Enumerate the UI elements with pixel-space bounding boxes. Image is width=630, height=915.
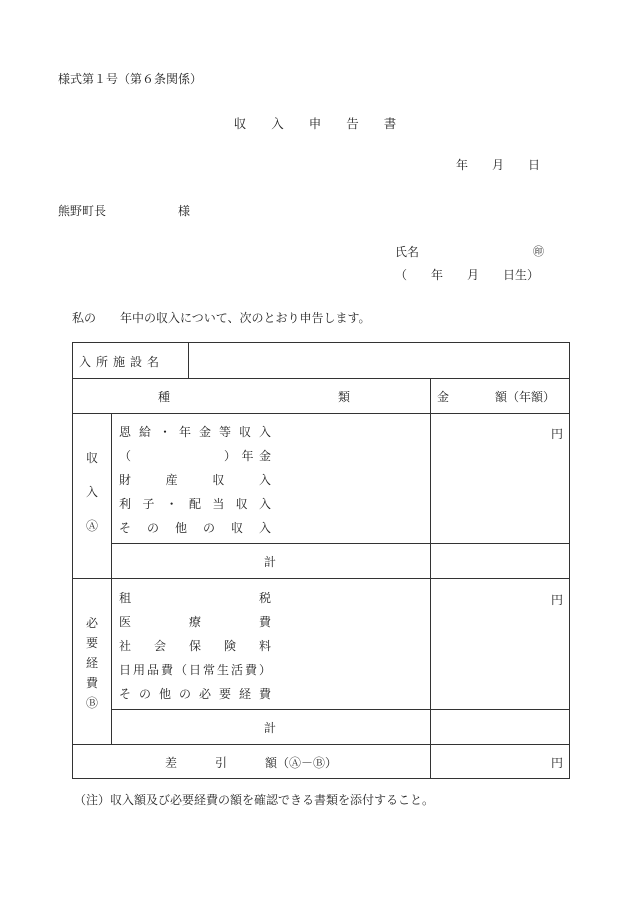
income-section-label — [74, 448, 110, 536]
expense-label-char: 必 — [85, 616, 98, 630]
income-declaration-table — [72, 342, 570, 779]
kind-header-char-1: 種 — [158, 390, 171, 404]
expense-label-mark: Ⓑ — [85, 696, 98, 710]
income-item: その他の収入 — [119, 521, 271, 535]
name-label: 氏名 — [395, 245, 420, 259]
income-item: 利子・配当収入 — [119, 497, 271, 511]
expense-section-label — [74, 613, 110, 713]
difference-label-char-1: 差 — [165, 756, 178, 770]
income-label-char: 収 — [85, 451, 98, 465]
expense-item: 社会保険料 — [119, 639, 271, 653]
expense-item: 日用品費（日常生活費） — [119, 663, 271, 677]
facility-label: 入所施設名 — [79, 355, 165, 369]
income-item: （ ）年金 — [119, 449, 271, 463]
income-total-label: 計 — [264, 555, 277, 569]
income-yen-unit: 円 — [551, 427, 564, 441]
expense-label-char: 経 — [85, 656, 98, 670]
difference-label-char-2: 引 — [215, 756, 228, 770]
expense-label-char: 要 — [85, 636, 98, 650]
birth-date-line: （ 年 月 日生） — [395, 268, 540, 282]
difference-label-formula: 額（Ⓐ－Ⓑ） — [265, 756, 338, 770]
addressee: 熊野町長 様 — [58, 204, 191, 218]
expense-item: 租 税 — [119, 591, 271, 605]
expense-item: 医 療 費 — [119, 615, 271, 629]
facility-input[interactable] — [189, 344, 568, 377]
intro-sentence: 私の 年中の収入について、次のとおり申告します。 — [72, 311, 371, 325]
income-label-mark: Ⓐ — [85, 519, 98, 533]
attachment-note: （注）収入額及び必要経費の額を確認できる書類を添付すること。 — [74, 793, 435, 807]
kind-header-char-2: 類 — [338, 390, 351, 404]
expense-item: その他の必要経費 — [119, 687, 271, 701]
form-number: 様式第１号（第６条関係） — [58, 72, 203, 86]
amount-header-label: 額（年額） — [495, 390, 556, 404]
difference-yen-unit: 円 — [551, 756, 564, 770]
expense-yen-unit: 円 — [551, 593, 564, 607]
income-item: 恩給・年金等収入 — [119, 425, 271, 439]
document-title: 収 入 申 告 書 — [233, 116, 397, 131]
seal-mark: ㊞ — [533, 245, 544, 258]
income-item: 財 産 収 入 — [119, 473, 271, 487]
expense-label-char: 費 — [85, 676, 98, 690]
expense-total-label: 計 — [264, 721, 277, 735]
income-label-char: 入 — [85, 485, 98, 499]
amount-header-char-1: 金 — [437, 390, 450, 404]
date-line: 年 月 日 — [456, 158, 541, 172]
